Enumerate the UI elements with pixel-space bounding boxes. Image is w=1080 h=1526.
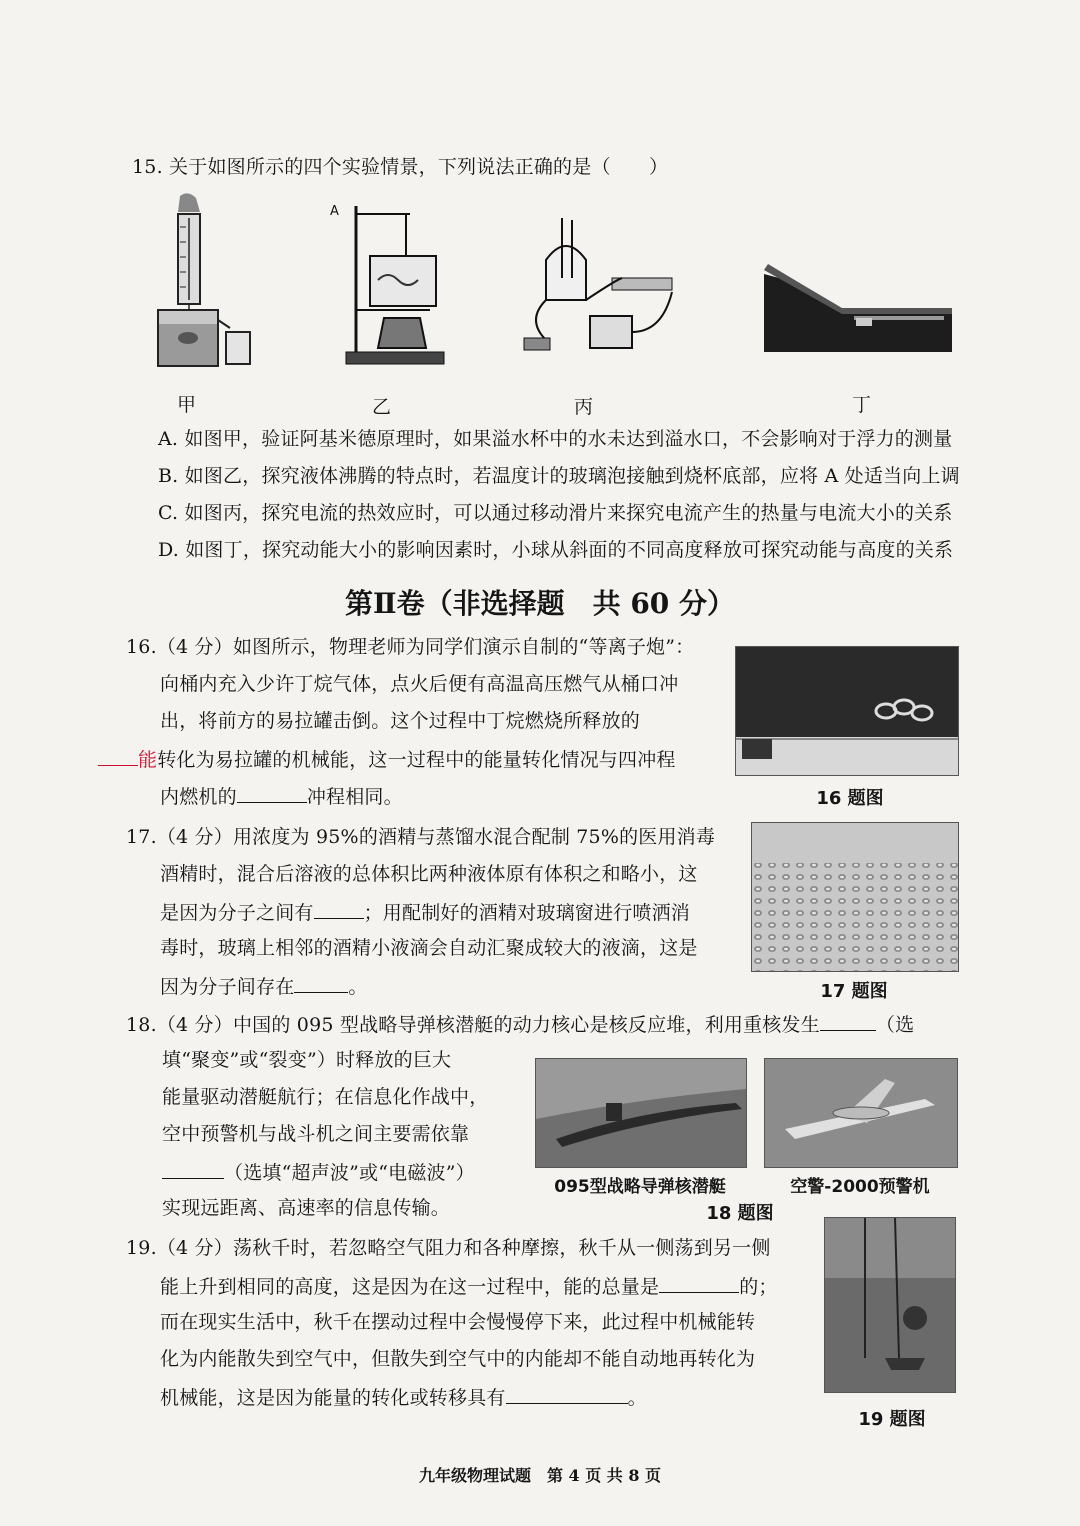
q17-photo-glass-droplets	[751, 822, 959, 972]
q19-line-1: 19.（4 分）荡秋千时，若忽略空气阻力和各种摩擦，秋千从一侧荡到另一侧	[126, 1237, 771, 1259]
figure-label-ding: 丁	[852, 394, 872, 416]
q16-line-5	[160, 784, 403, 808]
figure-label-yi: 乙	[372, 396, 392, 418]
q17-line-1: 17.（4 分）用浓度为 95%的酒精与蒸馏水混合配制 75%的医用消毒	[126, 826, 716, 848]
q16-line-4	[98, 747, 676, 771]
q18-line-1-text-a: 18.（4 分）中国的 095 型战略导弹核潜艇的动力核心是核反应堆，利用重核发生	[126, 1014, 820, 1036]
page-footer: 九年级物理试题 第 4 页 共 8 页	[418, 1466, 662, 1485]
q18-line-6: 实现远距离、高速率的信息传输。	[162, 1197, 451, 1219]
q18-blank-2[interactable]	[162, 1160, 224, 1179]
q15-option-c: C. 如图丙，探究电流的热效应时，可以通过移动滑片来探究电流产生的热量与电流大小的关系	[158, 502, 953, 524]
q18-blank-1[interactable]	[820, 1012, 876, 1031]
q18-line-4: 空中预警机与战斗机之间主要需依靠	[162, 1123, 470, 1145]
q15-stem: 15. 关于如图所示的四个实验情景，下列说法正确的是（ ）	[132, 156, 669, 178]
figure-ding-incline-track	[764, 264, 952, 368]
q16-blank-2[interactable]	[237, 784, 307, 803]
q17-blank-1[interactable]	[314, 900, 364, 919]
q16-line-5-text-b: 冲程相同。	[306, 786, 403, 808]
q16-line-1: 16.（4 分）如图所示，物理老师为同学们演示自制的“等离子炮”：	[126, 636, 695, 658]
q18-photo1-caption: 095型战略导弹核潜艇	[554, 1177, 726, 1197]
q19-blank-1[interactable]	[659, 1274, 739, 1293]
q19-line-5-text-b: 。	[627, 1387, 647, 1409]
q16-line-5-text-a: 内燃机的	[160, 786, 237, 808]
q17-line-3-text-a: 是因为分子之间有	[160, 902, 314, 924]
q18-line-3: 能量驱动潜艇航行；在信息化作战中，	[162, 1086, 489, 1108]
q19-line-2-text-a: 能上升到相同的高度，这是因为在这一过程中，能的总量是	[160, 1276, 660, 1298]
q19-line-5	[160, 1385, 647, 1409]
q18-photo-awacs	[764, 1058, 958, 1168]
q19-figure-caption: 19 题图	[858, 1409, 926, 1430]
q19-line-2	[160, 1274, 778, 1298]
q19-blank-2[interactable]	[506, 1385, 628, 1404]
q17-figure-caption: 17 题图	[820, 981, 888, 1002]
figure-a-mark: A	[330, 204, 339, 219]
q16-blank-1[interactable]	[98, 747, 138, 766]
q17-line-5-text-b: 。	[348, 976, 368, 998]
q15-option-d: D. 如图丁，探究动能大小的影响因素时，小球从斜面的不同高度释放可探究动能与高度的关系	[158, 539, 954, 561]
q19-line-2-text-b: 的；	[739, 1276, 778, 1298]
q15-option-b: B. 如图乙，探究液体沸腾的特点时，若温度计的玻璃泡接触到烧杯底部，应将 A 处适当向上调	[158, 465, 960, 487]
q17-line-5	[160, 974, 368, 998]
q16-line-2: 向桶内充入少许丁烷气体，点火后便有高温高压燃气从桶口冲	[160, 673, 679, 695]
q17-line-4: 毒时，玻璃上相邻的酒精小液滴会自动汇聚成较大的液滴，这是	[160, 937, 698, 959]
q18-figure-caption: 18 题图	[706, 1203, 774, 1224]
q16-line-3: 出，将前方的易拉罐击倒。这个过程中丁烷燃烧所释放的	[160, 710, 641, 732]
q19-line-3: 而在现实生活中，秋千在摆动过程中会慢慢停下来，此过程中机械能转	[160, 1311, 756, 1333]
q16-line-4-text: 转化为易拉罐的机械能，这一过程中的能量转化情况与四冲程	[157, 749, 676, 771]
q17-line-5-text-a: 因为分子间存在	[160, 976, 295, 998]
q15-option-a: A. 如图甲，验证阿基米德原理时，如果溢水杯中的水未达到溢水口，不会影响对于浮力的测量	[158, 428, 953, 450]
q16-figure-caption: 16 题图	[816, 788, 884, 809]
q19-line-4: 化为内能散失到空气中，但散失到空气中的内能却不能自动地再转化为	[160, 1348, 756, 1370]
figure-jia-overflow-cup	[150, 192, 260, 372]
q18-line-2: 填“聚变”或“裂变”）时释放的巨大	[162, 1049, 452, 1071]
q17-line-3	[160, 900, 690, 924]
q16-photo-plasma-cannon	[735, 646, 959, 776]
q19-line-5-text-a: 机械能，这是因为能量的转化或转移具有	[160, 1387, 506, 1409]
q17-line-2: 酒精时，混合后溶液的总体积比两种液体原有体积之和略小，这	[160, 863, 698, 885]
figure-label-bing: 丙	[574, 396, 594, 418]
q18-line-5	[162, 1160, 475, 1184]
figure-label-jia: 甲	[177, 394, 197, 416]
q18-line-1-text-b: （选	[875, 1014, 915, 1036]
q19-photo-swing	[824, 1217, 956, 1393]
q18-line-1	[126, 1012, 914, 1036]
section-title: 第Ⅱ卷（非选择题 共 60 分）	[344, 587, 736, 620]
handwritten-answer: 能	[138, 749, 158, 771]
q18-line-5-text: （选填“超声波”或“电磁波”）	[224, 1162, 475, 1184]
q17-blank-2[interactable]	[294, 974, 348, 993]
figure-yi-boiling-setup	[340, 200, 450, 368]
q18-photo-submarine	[535, 1058, 747, 1168]
q17-line-3-text-b: ；用配制好的酒精对玻璃窗进行喷洒消	[363, 902, 691, 924]
q18-photo2-caption: 空警-2000预警机	[790, 1177, 930, 1197]
figure-bing-circuit	[516, 208, 686, 360]
